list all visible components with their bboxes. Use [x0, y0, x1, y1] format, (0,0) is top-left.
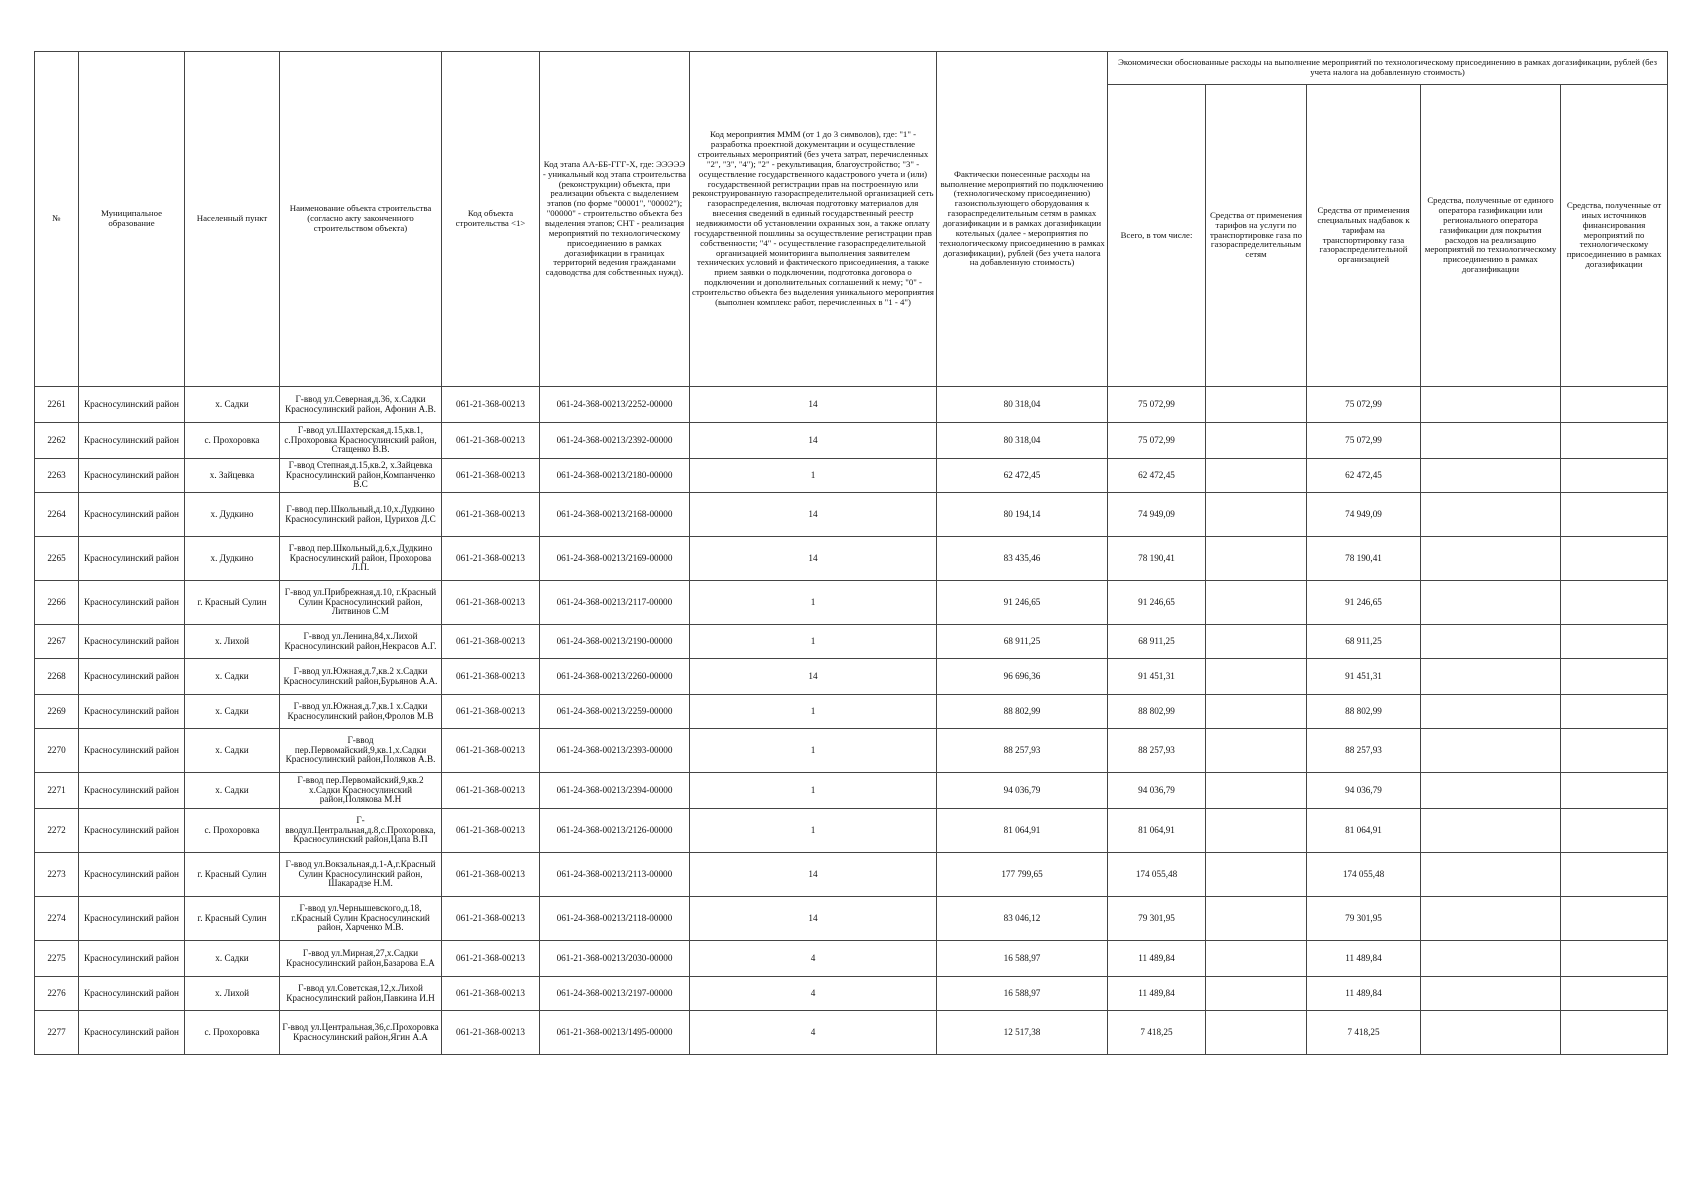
object-code-cell: 061-21-368-00213	[442, 659, 540, 695]
object-code-cell: 061-21-368-00213	[442, 493, 540, 537]
other-sources-cell	[1561, 729, 1668, 773]
tariff-transport-cell	[1206, 625, 1307, 659]
actual-costs-cell: 88 257,93	[937, 729, 1108, 773]
object-code-cell: 061-21-368-00213	[442, 423, 540, 459]
object-name-cell: Г-ввод ул.Вокзальная,д.1-А,г.Красный Сулин Красносулинский район, Шакарадзе Н.М.	[280, 853, 442, 897]
single-operator-cell	[1421, 853, 1561, 897]
row-number: 2266	[35, 581, 79, 625]
total-cell: 78 190,41	[1108, 537, 1206, 581]
municipality-cell: Красносулинский район	[79, 659, 185, 695]
special-markup-cell: 94 036,79	[1307, 773, 1421, 809]
stage-code-cell: 061-21-368-00213/1495-00000	[540, 1011, 690, 1055]
tariff-transport-cell	[1206, 1011, 1307, 1055]
total-cell: 11 489,84	[1108, 941, 1206, 977]
table-row	[35, 941, 1668, 977]
single-operator-cell	[1421, 695, 1561, 729]
dogasification-expenses-table	[34, 51, 1668, 1055]
total-cell: 81 064,91	[1108, 809, 1206, 853]
single-operator-cell	[1421, 729, 1561, 773]
special-markup-cell: 88 257,93	[1307, 729, 1421, 773]
row-number: 2262	[35, 423, 79, 459]
municipality-cell: Красносулинский район	[79, 459, 185, 493]
object-name-cell: Г-ввод ул.Прибрежная,д.10, г.Красный Сулин Красносулинский район, Литвинов С.М	[280, 581, 442, 625]
header-locality: Населенный пункт	[185, 52, 280, 387]
object-code-cell: 061-21-368-00213	[442, 773, 540, 809]
header-tariff-transport: Средства от применения тарифов на услуги по транспортировке газа по газораспределительным сетям	[1206, 85, 1307, 387]
special-markup-cell: 91 451,31	[1307, 659, 1421, 695]
locality-cell: х. Садки	[185, 729, 280, 773]
activity-code-cell: 1	[690, 729, 937, 773]
special-markup-cell: 81 064,91	[1307, 809, 1421, 853]
tariff-transport-cell	[1206, 423, 1307, 459]
object-code-cell: 061-21-368-00213	[442, 897, 540, 941]
actual-costs-cell: 91 246,65	[937, 581, 1108, 625]
tariff-transport-cell	[1206, 773, 1307, 809]
tariff-transport-cell	[1206, 941, 1307, 977]
tariff-transport-cell	[1206, 387, 1307, 423]
table-row	[35, 695, 1668, 729]
locality-cell: х. Садки	[185, 387, 280, 423]
other-sources-cell	[1561, 773, 1668, 809]
actual-costs-cell: 96 696,36	[937, 659, 1108, 695]
other-sources-cell	[1561, 897, 1668, 941]
activity-code-cell: 4	[690, 1011, 937, 1055]
header-special-markup: Средства от применения специальных надбавок к тарифам на транспортировку газа газораспределительной организацией	[1307, 85, 1421, 387]
tariff-transport-cell	[1206, 459, 1307, 493]
tariff-transport-cell	[1206, 809, 1307, 853]
total-cell: 68 911,25	[1108, 625, 1206, 659]
object-name-cell: Г-ввод ул.Центральная,36,с.Прохоровка Красносулинский район,Ягин А.А	[280, 1011, 442, 1055]
total-cell: 91 246,65	[1108, 581, 1206, 625]
actual-costs-cell: 88 802,99	[937, 695, 1108, 729]
special-markup-cell: 79 301,95	[1307, 897, 1421, 941]
row-number: 2276	[35, 977, 79, 1011]
table-row	[35, 493, 1668, 537]
municipality-cell: Красносулинский район	[79, 897, 185, 941]
other-sources-cell	[1561, 459, 1668, 493]
tariff-transport-cell	[1206, 537, 1307, 581]
locality-cell: х. Дудкино	[185, 537, 280, 581]
object-name-cell: Г-ввод пер.Школьный,д.10,х.Дудкино Красносулинский район, Цурихов Д.С	[280, 493, 442, 537]
municipality-cell: Красносулинский район	[79, 853, 185, 897]
object-name-cell: Г-ввод Степная,д.15,кв.2, х.Зайцевка Красносулинский район,Компанченко В.С	[280, 459, 442, 493]
table-row	[35, 897, 1668, 941]
header-single-operator: Средства, полученные от единого оператора газификации или регионального оператора газификации для покрытия расходов на реализацию мероприятий по технологическому присоединению в рамках догазификации	[1421, 85, 1561, 387]
stage-code-cell: 061-24-368-00213/2260-00000	[540, 659, 690, 695]
activity-code-cell: 4	[690, 941, 937, 977]
header-total: Всего, в том числе:	[1108, 85, 1206, 387]
object-name-cell: Г-ввод ул.Мирная,27,х.Садки Красносулинский район,Базарова Е.А	[280, 941, 442, 977]
stage-code-cell: 061-24-368-00213/2169-00000	[540, 537, 690, 581]
municipality-cell: Красносулинский район	[79, 941, 185, 977]
other-sources-cell	[1561, 1011, 1668, 1055]
municipality-cell: Красносулинский район	[79, 537, 185, 581]
stage-code-cell: 061-24-368-00213/2197-00000	[540, 977, 690, 1011]
object-code-cell: 061-21-368-00213	[442, 729, 540, 773]
activity-code-cell: 14	[690, 493, 937, 537]
row-number: 2267	[35, 625, 79, 659]
actual-costs-cell: 80 318,04	[937, 387, 1108, 423]
tariff-transport-cell	[1206, 977, 1307, 1011]
header-economic-costs-group: Экономически обоснованные расходы на выполнение мероприятий по технологическому присоединению в рамках догазификации, рублей (без учета налога на добавленную стоимость)	[1108, 52, 1668, 85]
municipality-cell: Красносулинский район	[79, 1011, 185, 1055]
actual-costs-cell: 62 472,45	[937, 459, 1108, 493]
municipality-cell: Красносулинский район	[79, 773, 185, 809]
activity-code-cell: 1	[690, 581, 937, 625]
other-sources-cell	[1561, 853, 1668, 897]
single-operator-cell	[1421, 423, 1561, 459]
total-cell: 75 072,99	[1108, 423, 1206, 459]
single-operator-cell	[1421, 897, 1561, 941]
other-sources-cell	[1561, 387, 1668, 423]
tariff-transport-cell	[1206, 897, 1307, 941]
table-row	[35, 581, 1668, 625]
special-markup-cell: 88 802,99	[1307, 695, 1421, 729]
stage-code-cell: 061-24-368-00213/2252-00000	[540, 387, 690, 423]
total-cell: 11 489,84	[1108, 977, 1206, 1011]
header-stage-code: Код этапа АА-ББ-ГГГ-Х, где: ЭЭЭЭЭ - уникальный код этапа строительства (реконструкции) объекта, при реализации объекта с выделением этапов (по форме "00001", "00002"); "00000" - строительство объекта без выделения этапов; СНТ - реализация мероприятий по технологическому присоединению в рамках догазификации в границах территорий ведения гражданами садоводства для собственных нужд).	[540, 52, 690, 387]
locality-cell: х. Садки	[185, 659, 280, 695]
stage-code-cell: 061-24-368-00213/2394-00000	[540, 773, 690, 809]
municipality-cell: Красносулинский район	[79, 423, 185, 459]
special-markup-cell: 62 472,45	[1307, 459, 1421, 493]
object-code-cell: 061-21-368-00213	[442, 695, 540, 729]
stage-code-cell: 061-24-368-00213/2393-00000	[540, 729, 690, 773]
single-operator-cell	[1421, 625, 1561, 659]
municipality-cell: Красносулинский район	[79, 695, 185, 729]
object-name-cell: Г-ввод пер.Первомайский,9,кв.2 х.Садки Красносулинский район,Полякова М.Н	[280, 773, 442, 809]
locality-cell: г. Красный Сулин	[185, 581, 280, 625]
actual-costs-cell: 12 517,38	[937, 1011, 1108, 1055]
total-cell: 88 257,93	[1108, 729, 1206, 773]
other-sources-cell	[1561, 659, 1668, 695]
municipality-cell: Красносулинский район	[79, 977, 185, 1011]
actual-costs-cell: 16 588,97	[937, 977, 1108, 1011]
locality-cell: х. Лихой	[185, 977, 280, 1011]
activity-code-cell: 14	[690, 897, 937, 941]
table-row	[35, 537, 1668, 581]
object-name-cell: Г-ввод ул.Советская,12,х.Лихой Красносулинский район,Павкина И.Н	[280, 977, 442, 1011]
tariff-transport-cell	[1206, 695, 1307, 729]
stage-code-cell: 061-24-368-00213/2113-00000	[540, 853, 690, 897]
single-operator-cell	[1421, 773, 1561, 809]
single-operator-cell	[1421, 387, 1561, 423]
total-cell: 94 036,79	[1108, 773, 1206, 809]
header-actual-costs: Фактически понесенные расходы на выполнение мероприятий по подключению (технологическому присоединению) газоиспользующего оборудования к газораспределительным сетям в рамках догазификации и в рамках догазификации котельных (далее - мероприятия по технологическому присоединению в рамках догазификации), рублей (без учета налога на добавленную стоимость)	[937, 52, 1108, 387]
total-cell: 75 072,99	[1108, 387, 1206, 423]
special-markup-cell: 74 949,09	[1307, 493, 1421, 537]
single-operator-cell	[1421, 459, 1561, 493]
locality-cell: х. Лихой	[185, 625, 280, 659]
single-operator-cell	[1421, 537, 1561, 581]
activity-code-cell: 14	[690, 423, 937, 459]
special-markup-cell: 91 246,65	[1307, 581, 1421, 625]
object-code-cell: 061-21-368-00213	[442, 387, 540, 423]
object-code-cell: 061-21-368-00213	[442, 537, 540, 581]
activity-code-cell: 1	[690, 459, 937, 493]
header-activity-code: Код мероприятия МММ (от 1 до 3 символов), где: "1" - разработка проектной документации и осуществление строительных мероприятий (без учета затрат, перечисленных "2", "3", "4"); "2" - рекультивация, благоустройство; "3" - осуществление государственного кадастрового учета и (или) государственной регистрации прав на построенную или реконструированную газораспределительной организацией сеть газораспределения, включая подготовку материалов для внесения сведений в единый государственный реестр недвижимости об установлении охранных зон, а также оплату государственной пошлины за осуществление регистрации прав собственности; "4" - осуществление газораспределительной организацией мониторинга выполнения заявителем технических условий и фактического присоединения, а также прием заявки о подключении, подготовка договора о подключении и дополнительных соглашений к нему; "0" - строительство объекта без выделения уникального мероприятия (выполнен комплекс работ, перечисленных в "1 - 4")	[690, 52, 937, 387]
municipality-cell: Красносулинский район	[79, 625, 185, 659]
actual-costs-cell: 83 046,12	[937, 897, 1108, 941]
other-sources-cell	[1561, 537, 1668, 581]
header-municipality: Муниципальное образование	[79, 52, 185, 387]
object-name-cell: Г-ввод пер.Школьный,д.6,х.Дудкино Красносулинский район, Прохорова Л.П.	[280, 537, 442, 581]
header-other-sources: Средства, полученные от иных источников финансирования мероприятий по технологическому присоединению в рамках догазификации	[1561, 85, 1668, 387]
single-operator-cell	[1421, 977, 1561, 1011]
row-number: 2274	[35, 897, 79, 941]
row-number: 2272	[35, 809, 79, 853]
actual-costs-cell: 83 435,46	[937, 537, 1108, 581]
actual-costs-cell: 94 036,79	[937, 773, 1108, 809]
special-markup-cell: 7 418,25	[1307, 1011, 1421, 1055]
row-number: 2270	[35, 729, 79, 773]
stage-code-cell: 061-24-368-00213/2392-00000	[540, 423, 690, 459]
object-name-cell: Г-ввод пер.Первомайский,9,кв.1,х.Садки Красносулинский район,Поляков А.В.	[280, 729, 442, 773]
activity-code-cell: 14	[690, 659, 937, 695]
locality-cell: х. Садки	[185, 941, 280, 977]
locality-cell: г. Красный Сулин	[185, 853, 280, 897]
table-row	[35, 1011, 1668, 1055]
row-number: 2268	[35, 659, 79, 695]
special-markup-cell: 75 072,99	[1307, 387, 1421, 423]
header-object-name: Наименование объекта строительства (согласно акту законченного строительством объекта)	[280, 52, 442, 387]
other-sources-cell	[1561, 809, 1668, 853]
actual-costs-cell: 68 911,25	[937, 625, 1108, 659]
single-operator-cell	[1421, 493, 1561, 537]
header-object-code: Код объекта строительства <1>	[442, 52, 540, 387]
table-row	[35, 625, 1668, 659]
table-row	[35, 773, 1668, 809]
stage-code-cell: 061-24-368-00213/2168-00000	[540, 493, 690, 537]
object-code-cell: 061-21-368-00213	[442, 977, 540, 1011]
municipality-cell: Красносулинский район	[79, 809, 185, 853]
activity-code-cell: 1	[690, 773, 937, 809]
actual-costs-cell: 177 799,65	[937, 853, 1108, 897]
table-header	[35, 52, 1668, 387]
total-cell: 174 055,48	[1108, 853, 1206, 897]
municipality-cell: Красносулинский район	[79, 729, 185, 773]
other-sources-cell	[1561, 695, 1668, 729]
table-row	[35, 387, 1668, 423]
special-markup-cell: 75 072,99	[1307, 423, 1421, 459]
total-cell: 74 949,09	[1108, 493, 1206, 537]
activity-code-cell: 4	[690, 977, 937, 1011]
other-sources-cell	[1561, 423, 1668, 459]
actual-costs-cell: 81 064,91	[937, 809, 1108, 853]
total-cell: 62 472,45	[1108, 459, 1206, 493]
stage-code-cell: 061-24-368-00213/2190-00000	[540, 625, 690, 659]
row-number: 2265	[35, 537, 79, 581]
table-row	[35, 423, 1668, 459]
activity-code-cell: 1	[690, 625, 937, 659]
object-code-cell: 061-21-368-00213	[442, 581, 540, 625]
table-row	[35, 977, 1668, 1011]
special-markup-cell: 68 911,25	[1307, 625, 1421, 659]
table-row	[35, 809, 1668, 853]
object-code-cell: 061-21-368-00213	[442, 809, 540, 853]
object-code-cell: 061-21-368-00213	[442, 625, 540, 659]
row-number: 2277	[35, 1011, 79, 1055]
activity-code-cell: 14	[690, 853, 937, 897]
object-name-cell: Г-ввод ул.Чернышевского,д.18, г.Красный Сулин Красносулинский район, Харченко М.В.	[280, 897, 442, 941]
actual-costs-cell: 16 588,97	[937, 941, 1108, 977]
locality-cell: х. Дудкино	[185, 493, 280, 537]
total-cell: 91 451,31	[1108, 659, 1206, 695]
row-number: 2275	[35, 941, 79, 977]
table-row	[35, 459, 1668, 493]
row-number: 2269	[35, 695, 79, 729]
activity-code-cell: 1	[690, 809, 937, 853]
activity-code-cell: 1	[690, 695, 937, 729]
tariff-transport-cell	[1206, 853, 1307, 897]
stage-code-cell: 061-24-368-00213/2118-00000	[540, 897, 690, 941]
locality-cell: г. Красный Сулин	[185, 897, 280, 941]
object-name-cell: Г-ввод ул.Южная,д.7,кв.2 х.Садки Красносулинский район,Бурьянов А.А.	[280, 659, 442, 695]
total-cell: 88 802,99	[1108, 695, 1206, 729]
tariff-transport-cell	[1206, 493, 1307, 537]
special-markup-cell: 78 190,41	[1307, 537, 1421, 581]
locality-cell: с. Прохоровка	[185, 423, 280, 459]
row-number: 2263	[35, 459, 79, 493]
tariff-transport-cell	[1206, 581, 1307, 625]
locality-cell: х. Садки	[185, 773, 280, 809]
other-sources-cell	[1561, 581, 1668, 625]
object-name-cell: Г-ввод ул.Северная,д.36, х.Садки Красносулинский район, Афонин А.В.	[280, 387, 442, 423]
table-row	[35, 659, 1668, 695]
object-code-cell: 061-21-368-00213	[442, 1011, 540, 1055]
municipality-cell: Красносулинский район	[79, 581, 185, 625]
special-markup-cell: 11 489,84	[1307, 941, 1421, 977]
object-name-cell: Г-вводул.Центральная,д.8,с.Прохоровка, Красносулинский район,Цапа В.П	[280, 809, 442, 853]
tariff-transport-cell	[1206, 729, 1307, 773]
municipality-cell: Красносулинский район	[79, 387, 185, 423]
table-row	[35, 853, 1668, 897]
special-markup-cell: 11 489,84	[1307, 977, 1421, 1011]
other-sources-cell	[1561, 977, 1668, 1011]
stage-code-cell: 061-24-368-00213/2259-00000	[540, 695, 690, 729]
activity-code-cell: 14	[690, 537, 937, 581]
header-num: №	[35, 52, 79, 387]
object-code-cell: 061-21-368-00213	[442, 853, 540, 897]
locality-cell: х. Зайцевка	[185, 459, 280, 493]
single-operator-cell	[1421, 941, 1561, 977]
tariff-transport-cell	[1206, 659, 1307, 695]
single-operator-cell	[1421, 581, 1561, 625]
object-code-cell: 061-21-368-00213	[442, 459, 540, 493]
actual-costs-cell: 80 194,14	[937, 493, 1108, 537]
special-markup-cell: 174 055,48	[1307, 853, 1421, 897]
object-code-cell: 061-21-368-00213	[442, 941, 540, 977]
stage-code-cell: 061-24-368-00213/2180-00000	[540, 459, 690, 493]
row-number: 2273	[35, 853, 79, 897]
row-number: 2271	[35, 773, 79, 809]
other-sources-cell	[1561, 941, 1668, 977]
other-sources-cell	[1561, 493, 1668, 537]
row-number: 2264	[35, 493, 79, 537]
activity-code-cell: 14	[690, 387, 937, 423]
actual-costs-cell: 80 318,04	[937, 423, 1108, 459]
stage-code-cell: 061-24-368-00213/2126-00000	[540, 809, 690, 853]
other-sources-cell	[1561, 625, 1668, 659]
table-row	[35, 729, 1668, 773]
single-operator-cell	[1421, 1011, 1561, 1055]
locality-cell: с. Прохоровка	[185, 1011, 280, 1055]
object-name-cell: Г-ввод ул.Ленина,84,х.Лихой Красносулинский район,Некрасов А.Г.	[280, 625, 442, 659]
single-operator-cell	[1421, 659, 1561, 695]
stage-code-cell: 061-24-368-00213/2117-00000	[540, 581, 690, 625]
object-name-cell: Г-ввод ул.Южная,д.7,кв.1 х.Садки Красносулинский район,Фролов М.В	[280, 695, 442, 729]
object-name-cell: Г-ввод ул.Шахтерская,д.15,кв.1, с.Прохоровка Красносулинский район, Стащенко В.В.	[280, 423, 442, 459]
row-number: 2261	[35, 387, 79, 423]
municipality-cell: Красносулинский район	[79, 493, 185, 537]
total-cell: 79 301,95	[1108, 897, 1206, 941]
table-body	[35, 387, 1668, 1055]
total-cell: 7 418,25	[1108, 1011, 1206, 1055]
locality-cell: х. Садки	[185, 695, 280, 729]
locality-cell: с. Прохоровка	[185, 809, 280, 853]
single-operator-cell	[1421, 809, 1561, 853]
stage-code-cell: 061-21-368-00213/2030-00000	[540, 941, 690, 977]
